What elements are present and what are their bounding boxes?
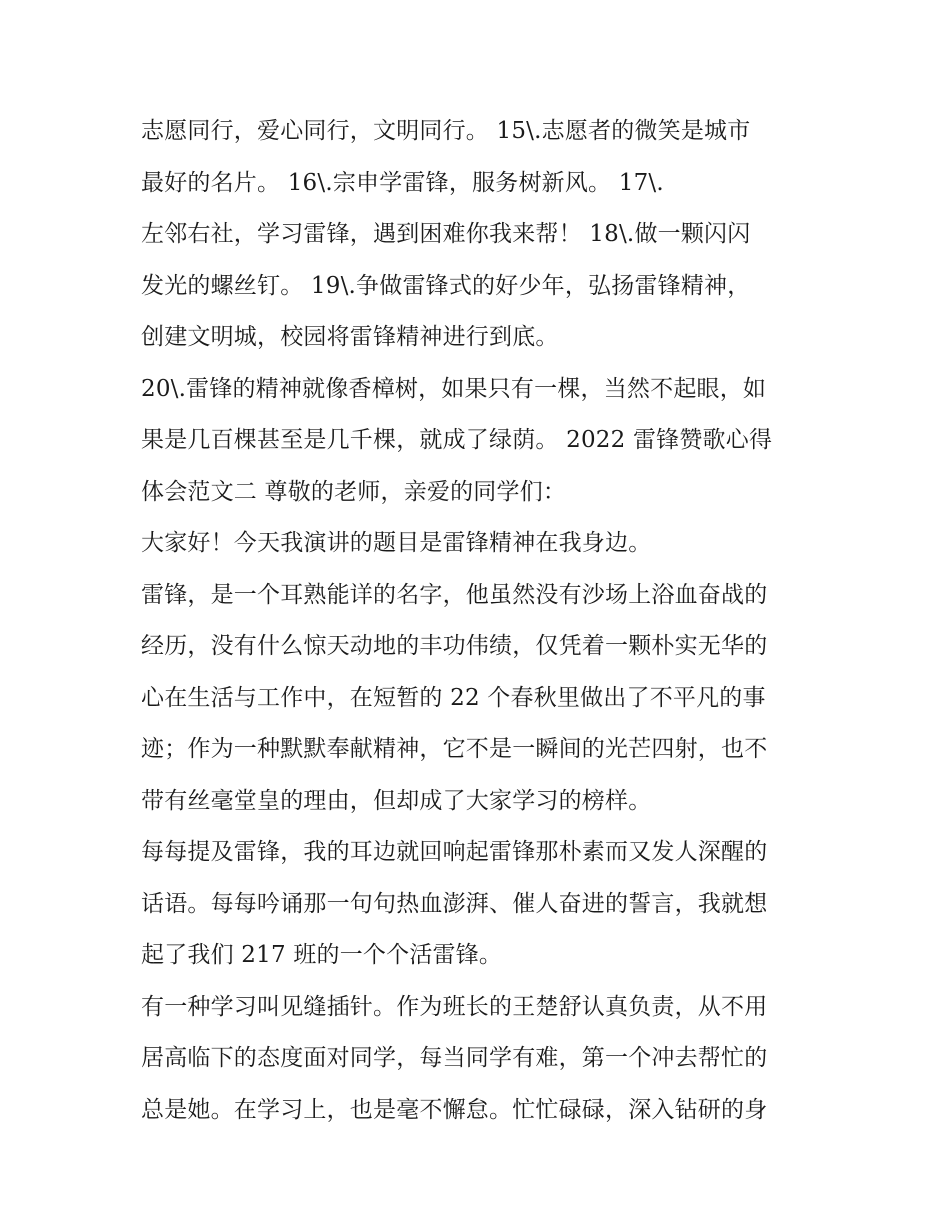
text-line: 迹；作为一种默默奉献精神，它不是一瞬间的光芒四射，也不 <box>141 736 768 762</box>
text-line: 志愿同行，爱心同行，文明同行。 15\.志愿者的微笑是城市 <box>141 118 751 144</box>
text-line: 起了我们 217 班的一个个活雷锋。 <box>141 942 503 968</box>
text-line: 雷锋，是一个耳熟能详的名字，他虽然没有沙场上浴血奋战的 <box>141 581 768 608</box>
text-line: 心在生活与工作中，在短暂的 22 个春秋里做出了不平凡的事 <box>141 684 766 711</box>
text-line: 有一种学习叫见缝插针。作为班长的王楚舒认真负责，从不用 <box>141 993 768 1020</box>
text-line: 每每提及雷锋，我的耳边就回响起雷锋那朴素而又发人深醒的 <box>141 839 768 865</box>
text-line: 经历，没有什么惊天动地的丰功伟绩，仅凭着一颗朴实无华的 <box>141 633 768 659</box>
text-line: 体会范文二 尊敬的老师，亲爱的同学们： <box>141 478 567 505</box>
text-line: 大家好！今天我演讲的题目是雷锋精神在我身边。 <box>141 530 652 556</box>
text-line: 总是她。在学习上，也是毫不懈怠。忙忙碌碌，深入钻研的身 <box>141 1096 768 1123</box>
text-line: 果是几百棵甚至是几千棵，就成了绿荫。 2022 雷锋赞歌心得 <box>141 427 773 453</box>
text-line: 带有丝毫堂皇的理由，但却成了大家学习的榜样。 <box>141 787 652 814</box>
text-line: 话语。每每吟诵那一句句热血澎湃、催人奋进的誓言，我就想 <box>141 890 768 917</box>
text-line: 创建文明城，校园将雷锋精神进行到底。 <box>141 324 559 350</box>
text-line: 左邻右社，学习雷锋，遇到困难你我来帮！ 18\.做一颗闪闪 <box>141 221 751 247</box>
text-line: 居高临下的态度面对同学，每当同学有难，第一个冲去帮忙的 <box>141 1045 768 1071</box>
document-body <box>141 106 821 1136</box>
text-line: 最好的名片。 16\.宗申学雷锋，服务树新风。 17\. <box>141 169 664 196</box>
text-line: 20\.雷锋的精神就像香樟树，如果只有一棵，当然不起眼，如 <box>141 375 767 402</box>
text-line: 发光的螺丝钉。 19\.争做雷锋式的好少年，弘扬雷锋精神， <box>141 272 751 299</box>
